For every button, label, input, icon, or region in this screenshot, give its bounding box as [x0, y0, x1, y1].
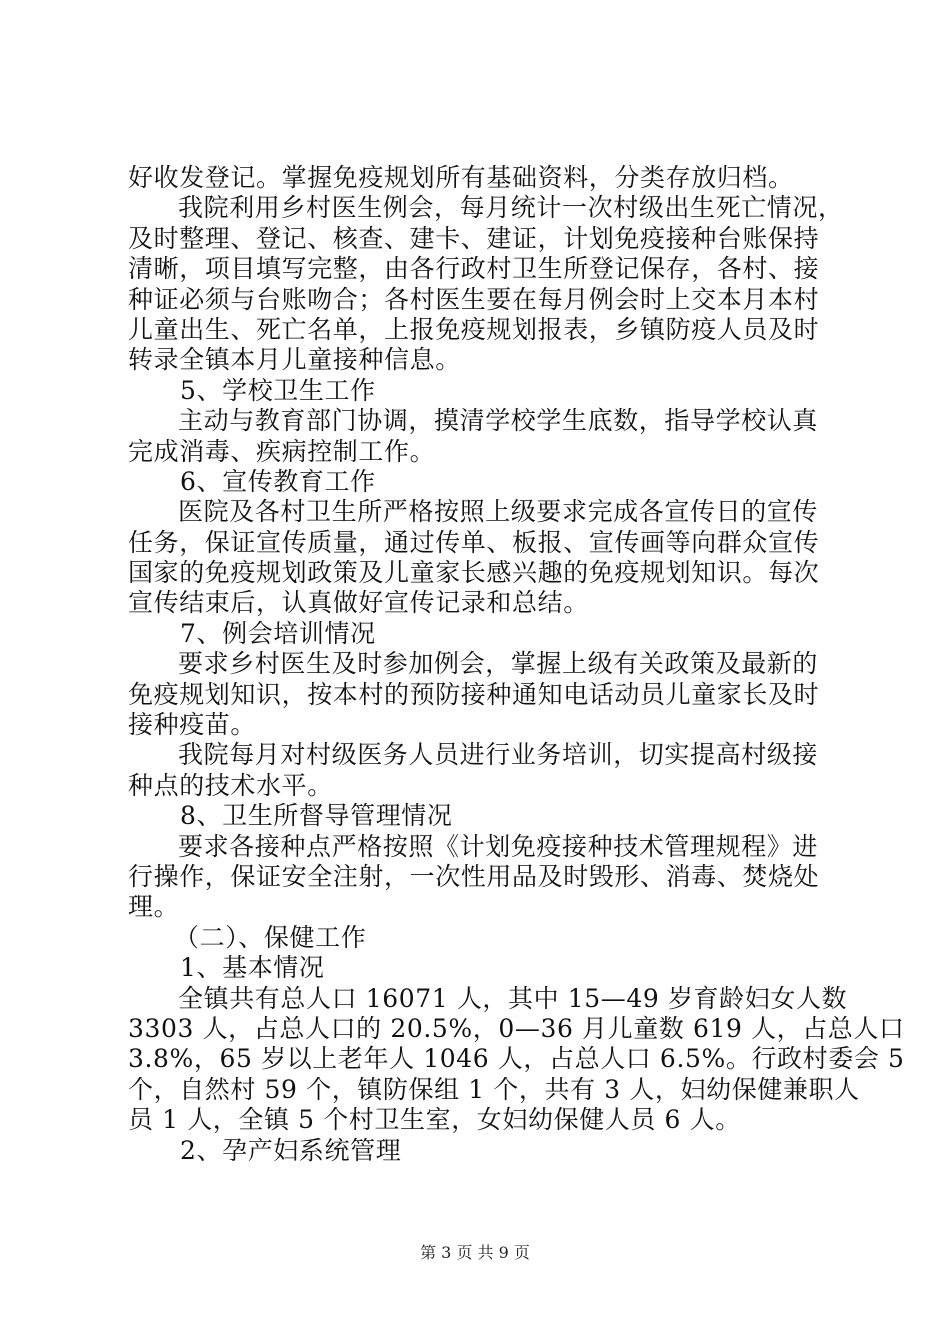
text-line: 全镇共有总人口 16071 人，其中 15—49 岁育龄妇女人数 — [178, 983, 848, 1013]
text-line: 宣传结束后，认真做好宣传记录和总结。 — [128, 588, 589, 618]
section-heading: 2、孕产妇系统管理 — [180, 1135, 402, 1165]
text-line: 理。 — [128, 892, 180, 922]
text-line: 转录全镇本月儿童接种信息。 — [128, 345, 461, 375]
section-heading: 6、宣传教育工作 — [180, 466, 376, 496]
text-line: 完成消毒、疾病控制工作。 — [128, 436, 436, 466]
text-line: 3303 人，占总人口的 20.5%，0—36 月儿童数 619 人，占总人口 — [128, 1013, 905, 1043]
text-line: 任务，保证宣传质量，通过传单、板报、宣传画等向群众宣传 — [128, 527, 820, 557]
text-line: 行操作，保证安全注射，一次性用品及时毁形、消毒、焚烧处 — [128, 861, 820, 891]
text-line: 员 1 人，全镇 5 个村卫生室，女妇幼保健人员 6 人。 — [128, 1105, 741, 1135]
document-body — [128, 163, 905, 1166]
text-line: 清晰，项目填写完整，由各行政村卫生所登记保存，各村、接 — [128, 254, 820, 284]
section-heading: 7、例会培训情况 — [180, 618, 376, 648]
page-number-footer: 第 3 页 共 9 页 — [420, 1243, 530, 1262]
section-heading: 1、基本情况 — [180, 953, 325, 983]
text-line: 免疫规划知识，按本村的预防接种通知电话动员儿童家长及时 — [128, 679, 820, 709]
text-line: 国家的免疫规划政策及儿童家长感兴趣的免疫规划知识。每次 — [128, 558, 820, 588]
text-line: 种点的技术水平。 — [128, 770, 333, 800]
text-line: 主动与教育部门协调，摸清学校学生底数，指导学校认真 — [178, 406, 819, 436]
section-heading: （二）、保健工作 — [174, 922, 367, 952]
text-line: 个，自然村 59 个，镇防保组 1 个，共有 3 人，妇幼保健兼职人 — [128, 1074, 860, 1104]
text-line: 要求各接种点严格按照《计划免疫接种技术管理规程》进 — [178, 831, 819, 861]
text-line: 种证必须与台账吻合；各村医生要在每月例会时上交本月本村 — [128, 284, 820, 314]
text-line: 要求乡村医生及时参加例会，掌握上级有关政策及最新的 — [178, 649, 819, 679]
text-line: 3.8%，65 岁以上老年人 1046 人，占总人口 6.5%。行政村委会 5 — [128, 1044, 905, 1074]
text-line: 我院利用乡村医生例会，每月统计一次村级出生死亡情况， — [178, 193, 844, 223]
text-line: 儿童出生、死亡名单，上报免疫规划报表，乡镇防疫人员及时 — [128, 314, 820, 344]
text-line: 及时整理、登记、核查、建卡、建证，计划免疫接种台账保持 — [128, 223, 820, 253]
text-line: 接种疫苗。 — [128, 710, 257, 740]
text-line: 好收发登记。掌握免疫规划所有基础资料，分类存放归档。 — [128, 163, 794, 192]
text-line: 医院及各村卫生所严格按照上级要求完成各宣传日的宣传 — [178, 497, 819, 527]
section-heading: 8、卫生所督导管理情况 — [180, 801, 453, 831]
section-heading: 5、学校卫生工作 — [180, 375, 376, 405]
text-line: 我院每月对村级医务人员进行业务培训，切实提高村级接 — [178, 740, 819, 770]
